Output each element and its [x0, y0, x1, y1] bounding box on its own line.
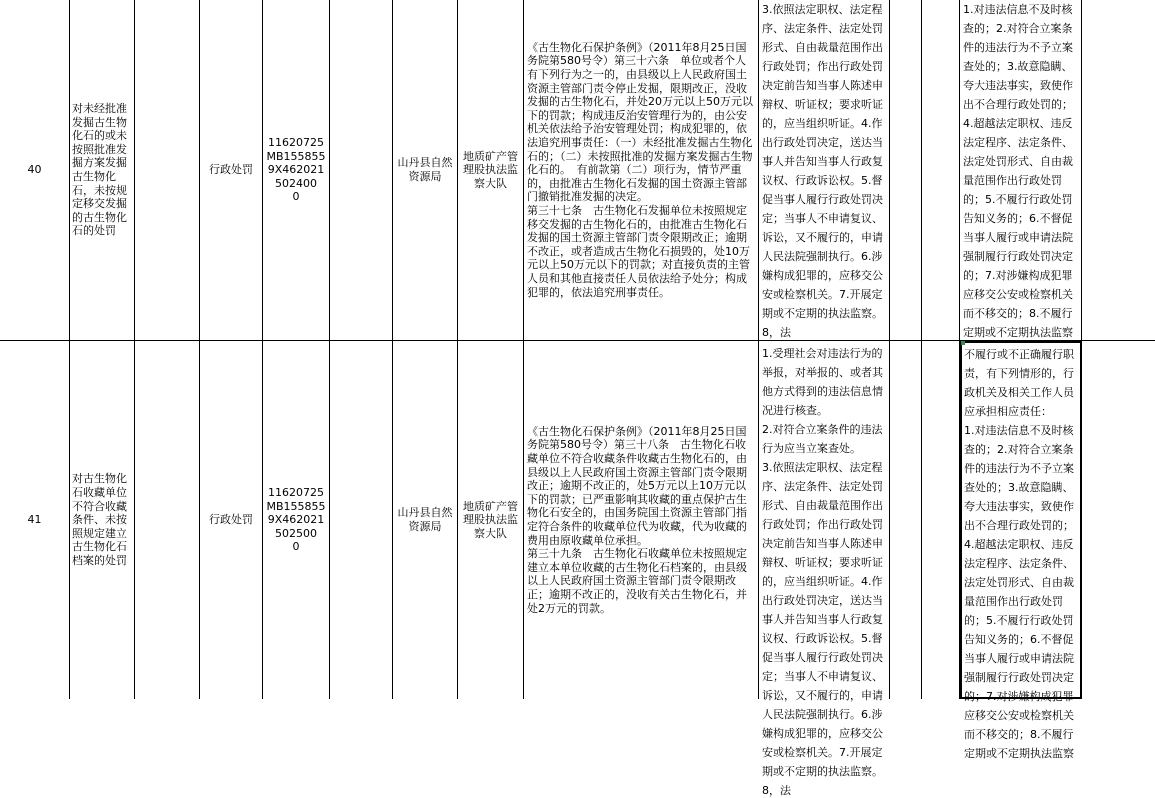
item-code: 11620725MB1558559X462021502400 0: [266, 136, 326, 204]
table-row: [0, 0, 1155, 340]
item-department: 山丹县自然资源局: [397, 156, 453, 183]
cell-empty[interactable]: [890, 341, 922, 699]
cell-department[interactable]: [393, 341, 458, 699]
item-category: 行政处罚: [209, 163, 253, 177]
item-liability: 1.对违法信息不及时核查的；2.对符合立案条件的违法行为不予立案查处的；3.故意隐瞒、夸大违法事实，致使作出不合理行政处罚的；4.超越法定职权、违反法定程序、法定条件、法定处罚形式、自由裁量范围作出行政处罚的；5.不履行行政处罚告知义务的；6.不督促当事人履行或申请法院强制履行行政处罚决定的；7.对涉嫌构成犯罪应移交公安或检察机关而不移交的；8.不履行定期或不定期执法监察: [963, 3, 1073, 339]
cell-comment-indicator: [961, 341, 965, 345]
table-row: [0, 341, 1155, 797]
cell-empty[interactable]: [890, 0, 922, 340]
cell-item-name[interactable]: [70, 0, 135, 340]
item-name: 对古生物化石收藏单位不符合收藏条件、未按照规定建立古生物化石档案的处罚: [72, 472, 127, 567]
item-duties: 1.受理社会对违法行为的举报，对举报的、或者其他方式得到的违法信息情况进行核查。 2.对符合立案条件的违法行为应当立案查处。 3.依照法定职权、法定程序、法定条件、法定处罚形式、自由裁量范围作出行政处罚；作出行政处罚决定前告知当事人陈述申辩权、听证权；要求听证的，应当组织听证。4.作出行政处罚决定，送达当事人并告知当事人行政复议权、行政诉讼权。5.督促当事人履行行政处罚决定；当事人不申请复议、诉讼，又不履行的，申请人民法院强制执行。6.涉嫌构成犯罪的，应移交公安或检察机关。7.开展定期或不定期的执法监察。8，法: [762, 347, 883, 797]
item-department: 山丹县自然资源局: [397, 506, 453, 533]
cell-row-number[interactable]: [0, 341, 70, 699]
cell-empty[interactable]: [922, 0, 960, 340]
cell-empty[interactable]: [330, 341, 393, 699]
cell-unit[interactable]: [458, 0, 524, 340]
cell-row-number[interactable]: [0, 0, 70, 340]
item-code: 11620725MB1558559X462021502500 0: [266, 486, 326, 554]
item-duties: 3.依照法定职权、法定程序、法定条件、法定处罚形式、自由裁量范围作出行政处罚；作出行政处罚决定前告知当事人陈述申辩权、听证权；要求听证的，应当组织听证。4.作出行政处罚决定，送达当事人并告知当事人行政复议权、行政诉讼权。5.督促当事人履行行政处罚决定；当事人不申请复议、诉讼，又不履行的，申请人民法院强制执行。6.涉嫌构成犯罪的，应移交公安或检察机关。7.开展定期或不定期的执法监察。8，法: [762, 3, 883, 339]
item-legal-basis: 《古生物化石保护条例》（2011年8月25日国务院第580号令）第三十八条 古生物化石收藏单位不符合收藏条件收藏古生物化石的，由县级以上人民政府国土资源主管部门责令限期改正；逾期不改正的，处5万元以上10万元以下的罚款；已严重影响其收藏的重点保护古生物化石安全的，由国务院国土资源主管部门指定符合条件的收藏单位代为收藏，代为收藏的费用由原收藏单位承担。 第三十九条 古生物化石收藏单位未按照规定建立本单位收藏的古生物化石档案的，由县级以上人民政府国土资源主管部门责令限期改正；逾期不改正的，没收有关古生物化石，并处2万元的罚款。: [527, 424, 747, 615]
item-unit: 地质矿产管理股执法监察大队: [463, 499, 518, 540]
cell-department[interactable]: [393, 0, 458, 340]
cell-code[interactable]: [263, 341, 330, 699]
cell-empty[interactable]: [135, 341, 200, 699]
item-category: 行政处罚: [209, 513, 253, 527]
row-number: 40: [27, 163, 42, 177]
row-number: 41: [27, 513, 42, 527]
cell-liability[interactable]: [960, 0, 1082, 340]
cell-item-name[interactable]: [70, 341, 135, 699]
cell-code[interactable]: [263, 0, 330, 340]
item-legal-basis: 《古生物化石保护条例》（2011年8月25日国务院第580号令）第三十六条 单位或者个人有下列行为之一的，由县级以上人民政府国土资源主管部门责令停止发掘，限期改正，没收发掘的古生物化石，并处20万元以上50万元以下的罚款；构成违反治安管理行为的，由公安机关依法给予治安管理处罚；构成犯罪的，依法追究刑事责任：（一）未经批准发掘古生物化石的；（二）未按照批准的发掘方案发掘古生物化石的。 有前款第（二）项行为，情节严重的，由批准古生物化石发掘的国土资源主管部门撤销批准发掘的决定。 第三十七条 古生物化石发掘单位未按照规定移交发掘的古生物化石的，由批准古生物化石发掘的国土资源主管部门责令限期改正；逾期不改正，或者造成古生物化石损毁的，处10万元以上50万元以下的罚款；对直接负责的主管人员和其他直接责任人员依法给予处分；构成犯罪的，依法追究刑事责任。: [527, 40, 753, 299]
cell-legal-basis[interactable]: [524, 341, 759, 699]
cell-legal-basis[interactable]: [524, 0, 759, 340]
item-name: 对未经批准发掘古生物化石的或未按照批准发掘方案发掘古生物化石，未按规定移交发掘的古生物化石的处罚: [72, 102, 127, 238]
cell-duties[interactable]: [759, 341, 890, 797]
cell-category[interactable]: [200, 341, 263, 699]
cell-empty[interactable]: [922, 341, 960, 699]
item-unit: 地质矿产管理股执法监察大队: [463, 149, 518, 190]
item-liability: 不履行或不正确履行职责，有下列情形的，行政机关及相关工作人员应承担相应责任： 1.对违法信息不及时核查的；2.对符合立案条件的违法行为不予立案查处的；3.故意隐瞒、夸大违法事实，致使作出不合理行政处罚的；4.超越法定职权、违反法定程序、法定条件、法定处罚形式、自由裁量范围作出行政处罚的；5.不履行行政处罚告知义务的；6.不督促当事人履行或申请法院强制履行行政处罚决定的；7.对涉嫌构成犯罪应移交公安或检察机关而不移交的；8.不履行定期或不定期执法监察: [964, 348, 1074, 760]
cell-empty[interactable]: [330, 0, 393, 340]
cell-empty[interactable]: [1082, 0, 1155, 340]
cell-duties[interactable]: [759, 0, 890, 340]
cell-empty[interactable]: [135, 0, 200, 340]
cell-category[interactable]: [200, 0, 263, 340]
cell-unit[interactable]: [458, 341, 524, 699]
cell-empty[interactable]: [1082, 341, 1155, 699]
cell-liability-selected[interactable]: [960, 341, 1082, 760]
